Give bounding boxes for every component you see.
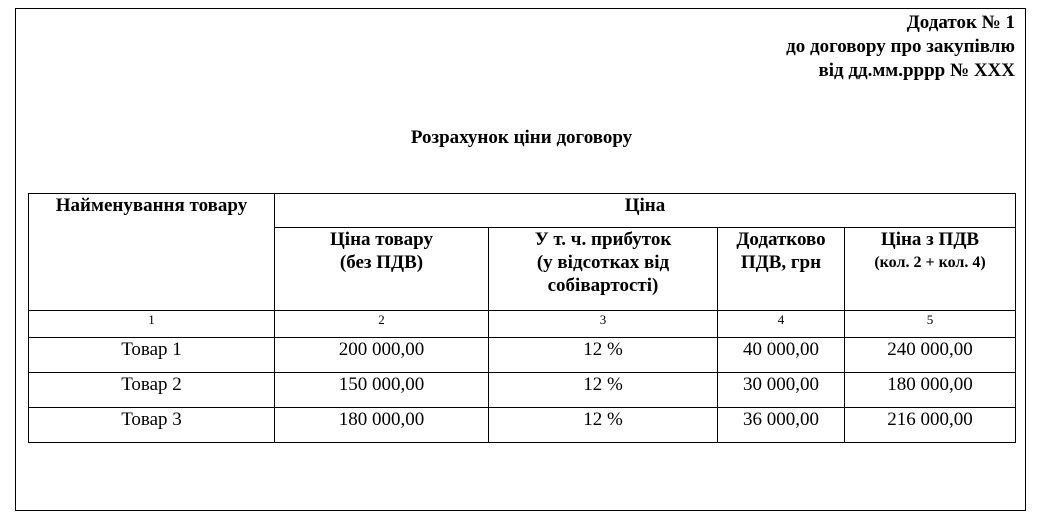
- table-row: [29, 408, 1016, 443]
- cell-profit: 12 %: [489, 408, 718, 443]
- appendix-number: Додаток № 1: [906, 12, 1015, 33]
- cell-price: 180 000,00: [275, 408, 489, 443]
- cell-price: 150 000,00: [275, 373, 489, 408]
- column-header-price-with-vat: Ціна з ПДВ (кол. 2 + кол. 4): [845, 228, 1016, 311]
- column-group-price: Ціна: [275, 194, 1016, 228]
- document-page: [15, 8, 1026, 511]
- column-number: 3: [489, 311, 718, 338]
- price-calculation-table: [28, 193, 1016, 443]
- document-title: Розрахунок ціни договору: [410, 127, 633, 148]
- column-header-name: Найменування товару: [29, 194, 275, 311]
- column-number: 2: [275, 311, 489, 338]
- column-header-vat: Додатково ПДВ, грн: [718, 228, 845, 311]
- table-header-row: [29, 194, 1016, 228]
- cell-name: Товар 1: [29, 338, 275, 373]
- cell-name: Товар 3: [29, 408, 275, 443]
- appendix-contract-ref: до договору про закупівлю: [786, 36, 1015, 57]
- cell-profit: 12 %: [489, 338, 718, 373]
- cell-total: 216 000,00: [845, 408, 1016, 443]
- column-number: 5: [845, 311, 1016, 338]
- cell-vat: 40 000,00: [718, 338, 845, 373]
- cell-profit: 12 %: [489, 373, 718, 408]
- column-number: 4: [718, 311, 845, 338]
- cell-total: 240 000,00: [845, 338, 1016, 373]
- cell-vat: 36 000,00: [718, 408, 845, 443]
- appendix-contract-date: від дд.мм.рррр № ХХХ: [818, 60, 1015, 81]
- table-row: [29, 373, 1016, 408]
- cell-total: 180 000,00: [845, 373, 1016, 408]
- column-number: 1: [29, 311, 275, 338]
- table-row: [29, 338, 1016, 373]
- cell-vat: 30 000,00: [718, 373, 845, 408]
- appendix-header: [786, 11, 1015, 83]
- cell-name: Товар 2: [29, 373, 275, 408]
- column-header-profit: У т. ч. прибуток (у відсотках від собівартості): [489, 228, 718, 311]
- column-number-row: [29, 311, 1016, 338]
- cell-price: 200 000,00: [275, 338, 489, 373]
- column-header-price-no-vat: Ціна товару (без ПДВ): [275, 228, 489, 311]
